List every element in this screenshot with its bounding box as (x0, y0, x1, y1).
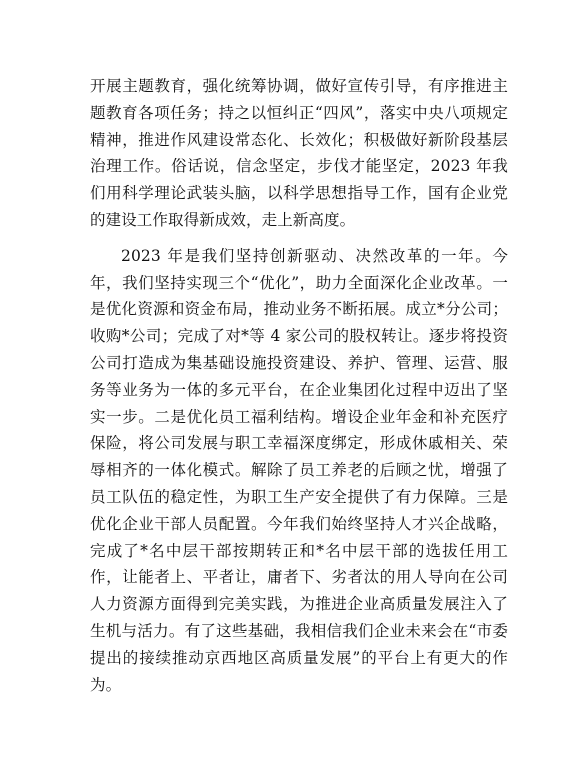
document-body (90, 73, 508, 698)
paragraph-2023-review: 2023 年是我们坚持创新驱动、决然改革的一年。今年，我们坚持实现三个“优化”，助力全面深化企业改革。一是优化资源和资金布局，推动业务不断拓展。成立*分公司；收购*公司；完成了对*等 4 家公司的股权转让。逐步将投资公司打造成为集基础设施投资建设、养护、管理、运营、服务等业务为一体的多元平台，在企业集团化过程中迈出了坚实一步。二是优化员工福利结构。增设企业年金和补充医疗保险，将公司发展与职工幸福深度绑定，形成休戚相关、荣辱相齐的一体化模式。解除了员工养老的后顾之忧，增强了员工队伍的稳定性，为职工生产安全提供了有力保障。三是优化企业干部人员配置。今年我们始终坚持人才兴企战略，完成了*名中层干部按期转正和*名中层干部的选拔任用工作，让能者上、平者让，庸者下、劣者汰的用人导向在公司人力资源方面得到完美实践，为推进企业高质量发展注入了生机与活力。有了这些基础，我相信我们企业未来会在“市委提出的接续推动京西地区高质量发展”的平台上有更大的作为。 (90, 246, 508, 694)
paragraph-continuation: 开展主题教育，强化统筹协调，做好宣传引导，有序推进主题教育各项任务；持之以恒纠正“四风”，落实中央八项规定精神，推进作风建设常态化、长效化；积极做好新阶段基层治理工作。俗话说，信念坚定，步伐才能坚定，2023 年我们用科学理论武装头脑，以科学思想指导工作，国有企业党的建设工作取得新成效，走上新高度。 (90, 77, 508, 229)
